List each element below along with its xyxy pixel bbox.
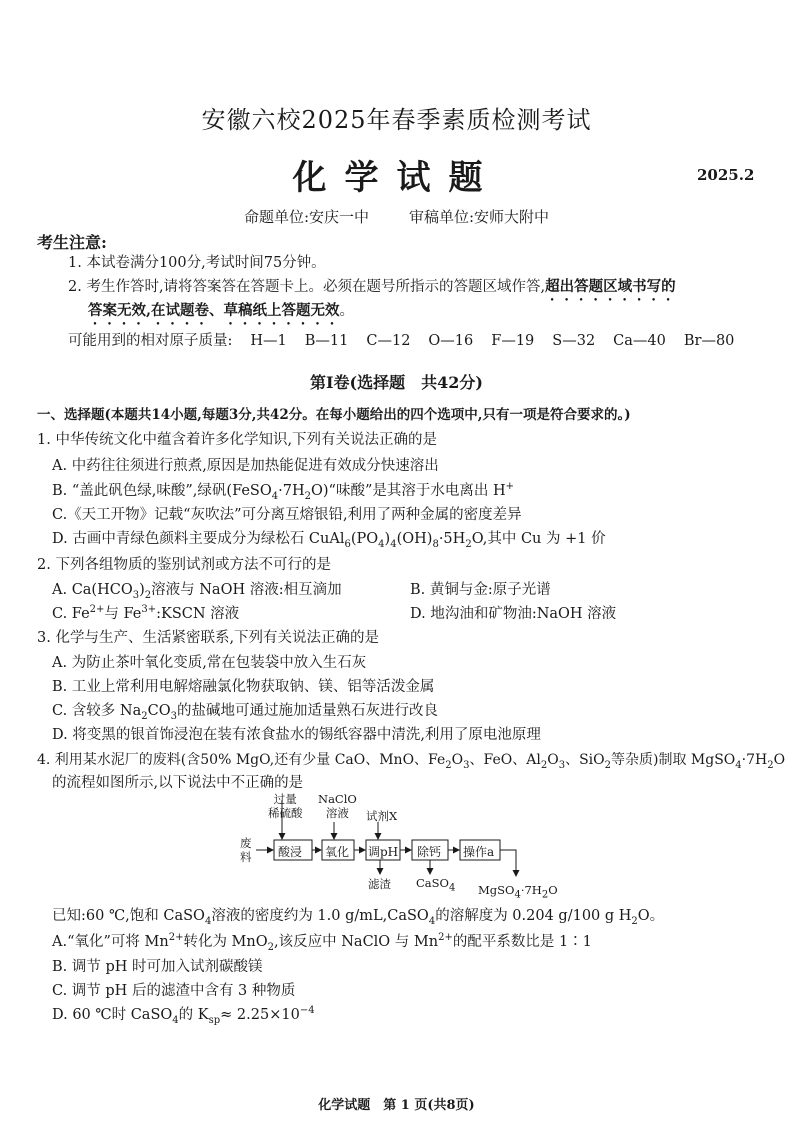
flow-product: $MgSO_4\cdot 7H_2O$ [478,883,558,901]
notice-item-2-emphasis: 超出答题区域书写的 [545,278,676,295]
process-flow-diagram [240,792,570,902]
notice-item-2-cont [88,301,354,328]
q2-stem: 2. 下列各组物质的鉴别试剂或方法不可行的是 [37,557,331,573]
part1-title: 第Ⅰ卷(选择题 共42分) [310,373,483,392]
q3-stem: 3. 化学与生产、生活紧密联系,下列有关说法正确的是 [37,630,380,646]
mass-h: H—1 [250,333,287,349]
subject-title: 化学试题 [292,158,501,198]
q4-option-a: A.“氧化”可将 $Mn^{2+}$转化为 MnO$_2$,该反应中 NaClO 与 $Mn^{2+}$的配平系数比是 1∶1 [52,932,592,953]
notice-item-2-emphasis-2: 答案无效,在试题卷、草稿纸上答题无效 [88,302,340,319]
section-instructions: 一、选择题(本题共14小题,每题3分,共42分。在每小题给出的四个选项中,只有一项是符合要求的。) [37,407,631,423]
q1-option-d: D. 古画中青绿色颜料主要成分为绿松石 $CuAl_6(PO_4)_4(OH)_8\cdot 5H_2O$,其中 Cu 为 +1 价 [52,531,606,550]
atomic-masses [68,331,734,351]
flow-reagent-naclo: NaClO 溶液 [318,792,357,820]
q2-option-d: D. 地沟油和矿物油:NaOH 溶液 [410,606,617,622]
mass-ca: Ca—40 [613,333,666,349]
page-footer: 化学试题 第 1 页(共8页) [318,1098,475,1113]
notice-item-1: 1. 本试卷满分100分,考试时间75分钟。 [68,255,326,271]
flow-reagent-x: 试剂X [366,809,398,823]
flow-out-caso4: CaSO$_4$ [416,876,456,894]
notice-item-2-end: 。 [339,303,355,319]
q3-option-c: C. 含较多 $Na_2CO_3$的盐碱地可通过施加适量熟石灰进行改良 [52,703,438,722]
q4-stem: 4. 利用某水泥厂的废料(含50% MgO,还有少量 CaO、MnO、$Fe_2O_3$、FeO、$Al_2O_3$、SiO$_2$等杂质)制取 $MgSO_4\cdot 7H_2O$ [37,752,786,771]
flow-step-acid-leach: 酸浸 [278,845,303,859]
mass-br: Br—80 [683,333,735,349]
q2-option-b: B. 黄铜与金:原子光谱 [410,582,551,598]
exam-title: 安徽六校2025年春季素质检测考试 [201,106,592,134]
flow-feed-label: 废 料 [240,836,252,864]
q3-option-a: A. 为防止茶叶氧化变质,常在包装袋中放入生石灰 [52,655,367,671]
review-unit: 审稿单位:安师大附中 [409,208,550,226]
q4-option-c: C. 调节 pH 后的滤渣中含有 3 种物质 [52,983,296,999]
q2-option-c: C. $Fe^{2+}$与 $Fe^{3+}:KSCN$ 溶液 [52,604,240,622]
flow-step-remove-ca: 除钙 [417,845,442,859]
flow-step-operation-a: 操作a [463,845,495,859]
flow-out-residue: 滤渣 [368,877,391,891]
author-unit: 命题单位:安庆一中 [243,208,369,226]
q1-option-c: C.《天工开物》记载“灰吹法”可分离互熔银铅,利用了两种金属的密度差异 [52,507,522,523]
q1-option-b: B. “盖此矾色绿,味酸”,绿矾$(FeSO_4\cdot 7H_2O)“$味酸”是其溶于水电离出 H+ [52,481,514,502]
q4-option-b: B. 调节 pH 时可加入试剂碳酸镁 [52,959,263,975]
notice-item-2 [68,277,676,304]
mass-b: B—11 [304,333,349,349]
q3-option-d: D. 将变黑的银首饰浸泡在装有浓食盐水的锡纸容器中清洗,利用了原电池原理 [52,727,541,743]
q1-option-a: A. 中药往往须进行煎煮,原因是加热能促进有效成分快速溶出 [52,458,439,474]
units-line [0,206,793,227]
mass-c: C—12 [366,333,411,349]
mass-f: F—19 [491,333,535,349]
q3-option-b: B. 工业上常利用电解熔融氯化物获取钠、镁、铝等活泼金属 [52,679,435,695]
mass-o: O—16 [428,333,474,349]
exam-date: 2025.2 [697,166,755,184]
flow-step-adjust-ph: 调pH [368,845,399,859]
mass-s: S—32 [552,333,596,349]
q1-stem: 1. 中华传统文化中蕴含着许多化学知识,下列有关说法正确的是 [37,432,438,448]
q4-known: 已知:60 ℃,饱和 CaSO$_4$溶液的密度约为 1.0 g/mL,CaSO$_4$的溶解度为 0.204 g/100 g $H_2O$。 [52,908,665,927]
flow-reagent-acid: 过量 稀硫酸 [268,792,303,820]
q4-option-d: D. 60 ℃时 CaSO$_4$的 $K_{sp}\approx 2.25\times 10^{-4}$ [52,1005,315,1026]
notice-item-2-text: 2. 考生作答时,请将答案答在答题卡上。必须在题号所指示的答题区域作答, [68,279,546,295]
notice-heading: 考生注意: [37,233,107,252]
flow-step-oxidation: 氧化 [325,845,350,859]
masses-label: 可能用到的相对原子质量: [68,333,233,349]
q4-stem-cont: 的流程如图所示,以下说法中不正确的是 [52,775,304,791]
q2-option-a: A. $Ca(HCO_3)_2$溶液与 NaOH 溶液:相互滴加 [52,582,342,601]
